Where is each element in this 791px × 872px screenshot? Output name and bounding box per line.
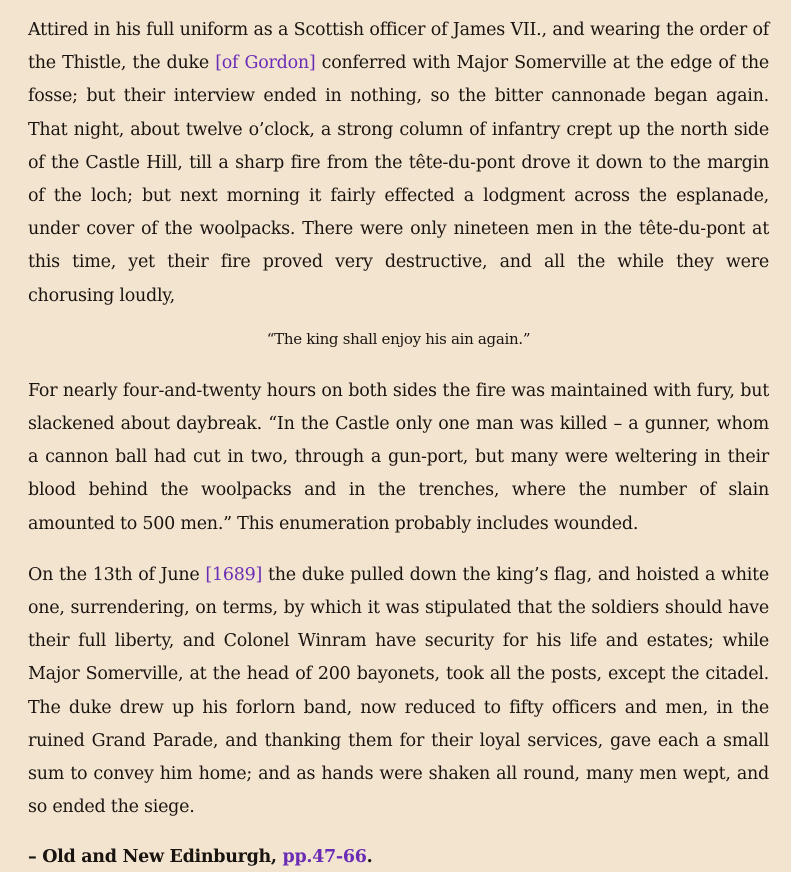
article [28, 14, 769, 872]
source-title: – Old and New Edinburgh, [28, 847, 283, 868]
song-quote: “The king shall enjoy his ain again.” [266, 329, 531, 348]
paragraph-firefight: For nearly four-and-twenty hours on both sides the fire was maintained with fury, but slackened about daybreak. “In the Castle only one man was killed – a gunner, whom a cannon ball had cut in two, through a gun-port, but many were weltering in their blood behind the woolpacks and in the trenches, where the number of slain amounted to 500 men.” This enumeration probably includes wounded. [28, 380, 769, 534]
paragraph-text: On the 13th of June [28, 564, 206, 585]
paragraph-surrender [28, 559, 769, 825]
page-range-link[interactable]: pp.47-66 [282, 847, 367, 868]
source-citation [28, 842, 769, 872]
of-gordon-link[interactable]: [of Gordon] [215, 53, 316, 74]
paragraph-text: the duke pulled down the king’s flag, and hoisted a white one, surrendering, on terms, by which it was stipulated that the soldiers should have their full liberty, and Colonel Winram have security for his life and estates; while Major Somerville, at the head of 200 bayonets, took all the posts, except the citadel. The duke drew up his forlorn band, now reduced to fifty officers and men, in the ruined Grand Parade, and thanking them for their loyal services, gave each a small sum to convey him home; and as hands were shaken all round, many men wept, and so ended the siege. [28, 564, 769, 818]
year-1689-link[interactable]: [1689] [205, 564, 263, 585]
paragraph-text: Attired in his full uniform as a Scottish officer of James VII., and wearing the order of the Thistle, the duke [28, 20, 769, 74]
paragraph-text: conferred with Major Somerville at the edge of the fosse; but their interview ended in nothing, so the bitter cannonade began again. That night, about twelve o’clock, a strong column of infantry crept up the north side of the Castle Hill, till a sharp fire from the tête-du-pont drove it down to the margin of the loch; but next morning it fairly effected a lodgment across the esplanade, under cover of the woolpacks. There were only nineteen men in the tête-du-pont at this time, yet their fire proved very destructive, and all the while they were chorusing loudly, [28, 53, 769, 306]
paragraph-gordon [28, 14, 769, 313]
source-suffix: . [366, 847, 373, 868]
